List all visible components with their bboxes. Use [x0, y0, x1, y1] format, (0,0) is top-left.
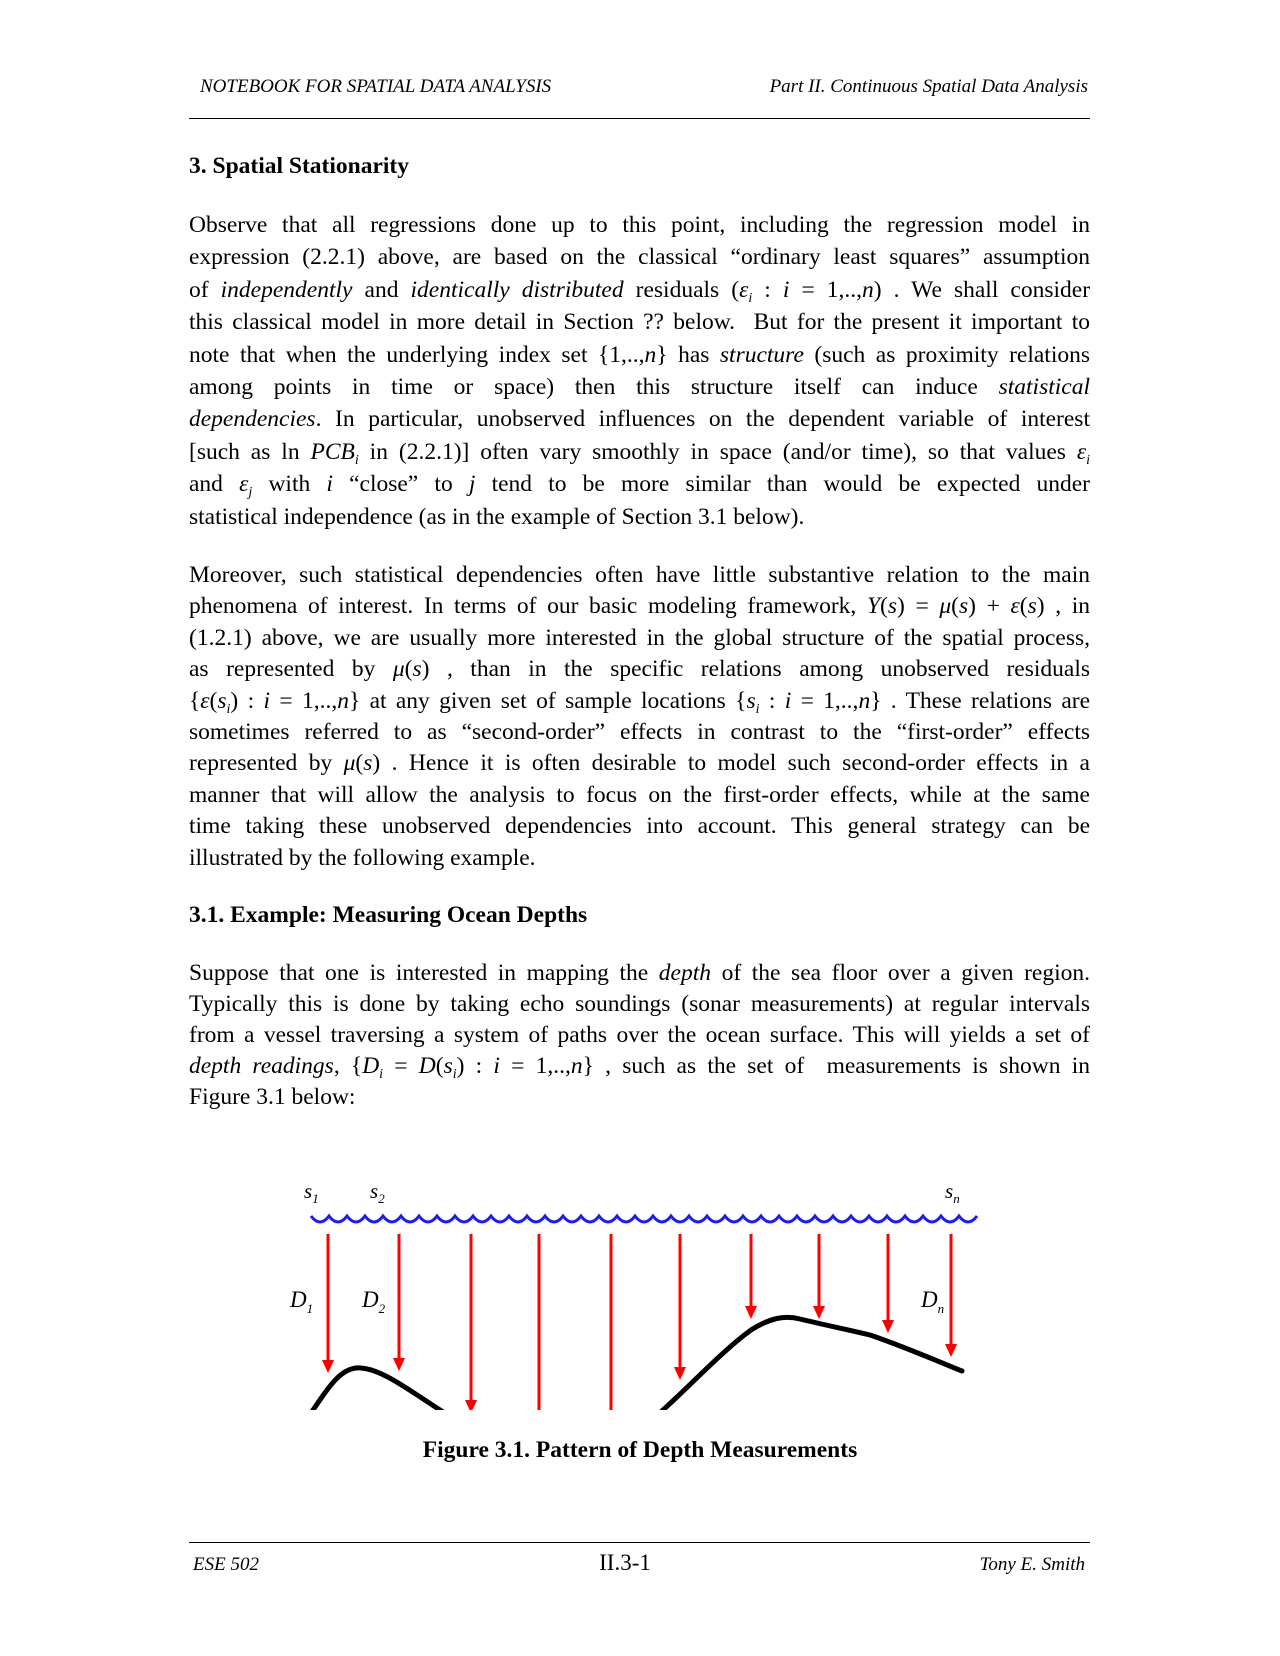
paragraph-1 — [189, 209, 1090, 533]
label-s1: $s_1$ — [304, 1179, 319, 1206]
subsection-title: 3.1. Example: Measuring Ocean Depths — [189, 902, 588, 928]
math-symbol: j — [468, 471, 476, 498]
text-run: of the sea floor over a given region. — [711, 960, 1090, 986]
text-line — [189, 1020, 1090, 1051]
text-run: ) . We shall consider — [873, 276, 1091, 303]
text-run: from a vessel traversing a system of paths over the ocean surface. This will yields a set of — [189, 1022, 1090, 1048]
math-symbol: ε — [239, 471, 249, 498]
text-run: in (2.2.1)] often vary smoothly in space (and/or time), so that values — [358, 438, 1077, 465]
sea-floor-curve — [311, 1317, 962, 1410]
text-run: = 1,.., — [499, 1053, 571, 1079]
text-run: illustrated by the following example. — [189, 844, 536, 871]
math-symbol: s — [217, 687, 227, 714]
text-run: : — [752, 276, 783, 303]
math-symbol: μ — [939, 593, 952, 620]
text-run: ( — [355, 750, 364, 777]
text-run: Moreover, such statistical dependencies often have little substantive relation to the main — [189, 562, 1090, 588]
text-run: = 1,.., — [789, 276, 863, 303]
text-line — [189, 403, 1090, 435]
text-run: ) , than in the specific relations among unobserved residuals — [421, 656, 1090, 683]
text-line — [189, 686, 1090, 717]
arrow-head-icon — [882, 1320, 894, 1333]
text-line — [189, 1051, 1090, 1082]
math-symbol: i — [326, 471, 333, 498]
math-symbol: s — [958, 593, 969, 620]
math-symbol: s — [1027, 593, 1037, 620]
text-run: ( — [404, 656, 413, 683]
text-run: } at any given set of sample locations { — [348, 687, 747, 714]
text-run: = 1,.., — [270, 687, 338, 714]
math-symbol: s — [443, 1053, 453, 1079]
text-run: ) = — [897, 593, 940, 620]
label-s2: $s_2$ — [370, 1179, 385, 1206]
paragraph-3 — [189, 958, 1090, 1113]
arrow-head-icon — [745, 1306, 757, 1319]
text-run: ( — [1019, 593, 1028, 620]
math-symbol: ε — [1010, 593, 1020, 620]
math-symbol: μ — [392, 656, 405, 683]
math-symbol: i — [784, 687, 792, 714]
math-symbol: n — [858, 687, 871, 714]
text-line — [189, 501, 1090, 533]
label-sn: $s_n$ — [945, 1179, 960, 1206]
math-symbol: i — [1086, 452, 1090, 468]
label-D1: $D_1$ — [290, 1287, 314, 1316]
footer-rule — [189, 1542, 1090, 1543]
text-line — [189, 989, 1090, 1020]
math-symbol: PCB — [310, 438, 355, 465]
text-line — [189, 468, 1090, 500]
text-run: ( — [880, 593, 888, 620]
text-run: ( — [435, 1053, 444, 1079]
math-symbol: D — [418, 1053, 436, 1079]
text-run: , { — [333, 1053, 363, 1079]
math-symbol: s — [363, 750, 373, 777]
math-symbol: j — [248, 485, 253, 501]
text-line — [189, 339, 1090, 371]
text-run: ) , in — [1036, 593, 1090, 620]
text-run: } . These relations are — [870, 687, 1091, 714]
math-symbol: n — [570, 1053, 583, 1079]
text-line — [189, 958, 1090, 989]
text-line — [189, 306, 1090, 338]
math-symbol: identically distributed — [410, 276, 624, 303]
arrow-head-icon — [465, 1400, 477, 1410]
text-run: ) + — [968, 593, 1011, 620]
math-symbol: s — [412, 656, 422, 683]
text-run: Suppose that one is interested in mapping the — [189, 960, 659, 986]
text-line — [189, 560, 1090, 591]
text-run: represented by — [189, 750, 344, 777]
text-line — [189, 591, 1090, 622]
text-run: among points in time or space) then this structure itself can induce — [189, 373, 999, 400]
text-run: ) : — [230, 687, 264, 714]
math-symbol: i — [493, 1053, 500, 1079]
text-line — [189, 209, 1090, 241]
math-symbol: μ — [343, 750, 356, 777]
running-header-right: Part II. Continuous Spatial Data Analysis — [769, 76, 1088, 97]
running-header-left: NOTEBOOK FOR SPATIAL DATA ANALYSIS — [200, 76, 552, 97]
text-line — [189, 811, 1090, 842]
math-symbol: i — [452, 1067, 457, 1082]
footer-author: Tony E. Smith — [979, 1554, 1085, 1575]
text-run: (1.2.1) above, we are usually more interested in the global structure of the spatial process, — [189, 624, 1090, 651]
math-symbol: i — [782, 276, 790, 303]
text-run: = — [383, 1053, 419, 1079]
text-run: with — [252, 471, 327, 498]
math-symbol: n — [337, 687, 349, 714]
arrow-head-icon — [322, 1360, 334, 1373]
text-line — [189, 654, 1090, 685]
math-symbol: i — [748, 290, 753, 306]
math-symbol: ε — [1076, 438, 1087, 465]
text-run: sometimes referred to as “second-order” effects in contrast to the “first-order” effects — [189, 718, 1090, 745]
paragraph-2 — [189, 560, 1090, 874]
math-symbol: statistical — [998, 373, 1090, 400]
text-run: residuals ( — [623, 276, 740, 303]
text-run: ( — [951, 593, 959, 620]
arrow-head-icon — [813, 1306, 825, 1319]
section-title: 3. Spatial Stationarity — [189, 153, 410, 179]
text-run: ( — [209, 687, 218, 714]
text-run: Figure 3.1 below: — [189, 1084, 356, 1110]
text-run: and — [189, 471, 240, 498]
label-Dn: $D_n$ — [921, 1287, 945, 1316]
math-symbol: i — [354, 452, 359, 468]
text-line — [189, 623, 1090, 654]
math-symbol: depth readings — [189, 1053, 334, 1079]
text-run: time taking these unobserved dependencies into account. This general strategy can be — [189, 813, 1090, 840]
text-run: } has — [656, 341, 720, 368]
text-run: note that when the underlying index set {1,.., — [189, 341, 645, 368]
math-symbol: i — [263, 687, 270, 714]
math-symbol: Y — [866, 593, 881, 620]
depth-arrows — [322, 1234, 957, 1410]
math-symbol: depth — [658, 960, 711, 986]
math-symbol: dependencies — [189, 406, 316, 433]
math-symbol: s — [887, 593, 898, 620]
text-line — [189, 748, 1090, 779]
footer-course: ESE 502 — [193, 1554, 259, 1575]
text-run: Typically this is done by taking echo soundings (sonar measurements) at regular intervals — [189, 991, 1090, 1017]
text-run: expression (2.2.1) above, are based on the classical “ordinary least squares” assumption — [189, 244, 1090, 271]
math-symbol: i — [379, 1067, 384, 1082]
text-run: . In particular, unobserved influences on the dependent variable of interest — [315, 406, 1090, 433]
text-run: statistical independence (as in the example of Section 3.1 below). — [189, 503, 805, 530]
text-line — [189, 717, 1090, 748]
page-number: II.3-1 — [599, 1550, 651, 1575]
text-run: } , such as the set of measurements is shown in — [582, 1053, 1090, 1079]
arrow-head-icon — [393, 1358, 405, 1371]
text-run: as represented by — [189, 656, 393, 683]
text-line — [189, 241, 1090, 273]
text-line — [189, 436, 1090, 468]
math-symbol: n — [862, 276, 874, 303]
ocean-surface-wave — [311, 1216, 977, 1222]
text-run: this classical model in more detail in Section ?? below. But for the present it important to — [189, 309, 1090, 336]
math-symbol: ε — [739, 276, 749, 303]
text-run: phenomena of interest. In terms of our basic modeling framework, — [189, 593, 867, 620]
arrow-head-icon — [945, 1344, 957, 1357]
text-run: ) . Hence it is often desirable to model such second-order effects in a — [372, 750, 1090, 777]
math-symbol: independently — [220, 276, 353, 303]
text-run: “close” to — [332, 471, 469, 498]
math-symbol: n — [644, 341, 657, 368]
math-symbol: D — [362, 1053, 380, 1079]
math-symbol: s — [746, 687, 756, 714]
text-run: and — [352, 276, 411, 303]
text-run: tend to be more similar than would be expected under — [475, 471, 1090, 498]
math-symbol: i — [755, 701, 760, 717]
text-run: = 1,.., — [791, 687, 859, 714]
text-run: manner that will allow the analysis to focus on the first-order effects, while at the same — [189, 781, 1090, 808]
math-symbol: i — [226, 701, 231, 717]
depth-measurement-figure — [280, 1160, 980, 1410]
text-run: of — [189, 276, 221, 303]
figure-caption: Figure 3.1. Pattern of Depth Measurements — [422, 1437, 858, 1463]
text-run: : — [759, 687, 785, 714]
text-line — [189, 843, 1090, 874]
text-line — [189, 780, 1090, 811]
text-run: [such as ln — [189, 438, 311, 465]
text-run: Observe that all regressions done up to this point, including the regression model in — [189, 212, 1090, 238]
text-run: { — [189, 687, 201, 714]
text-line — [189, 1082, 1090, 1113]
math-symbol: structure — [719, 341, 804, 368]
math-symbol: ε — [200, 687, 210, 714]
text-line — [189, 274, 1090, 306]
header-rule — [189, 118, 1090, 119]
text-line — [189, 371, 1090, 403]
label-D2: $D_2$ — [362, 1287, 386, 1316]
arrow-head-icon — [674, 1367, 686, 1380]
text-run: ) : — [456, 1053, 494, 1079]
text-run: (such as proximity relations — [803, 341, 1091, 368]
